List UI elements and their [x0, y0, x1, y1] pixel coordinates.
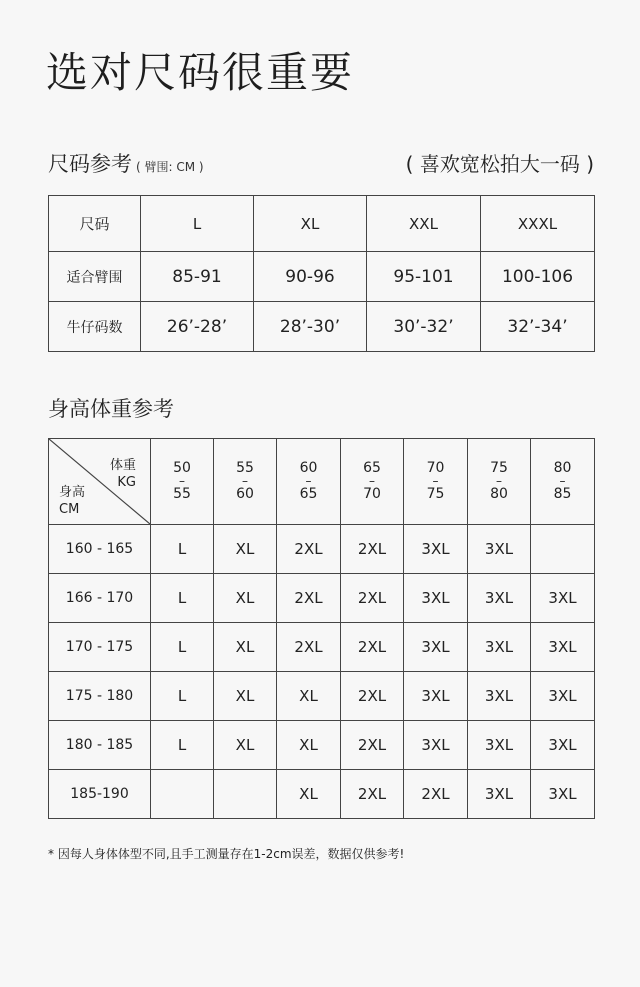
table-cell: 95-101 — [367, 252, 481, 302]
size-cell: L — [151, 721, 214, 770]
table-row — [49, 672, 595, 721]
size-up-note: ( 喜欢宽松拍大一码 ) — [405, 152, 594, 176]
table-cell: 100-106 — [481, 252, 595, 302]
size-cell: 2XL — [277, 525, 341, 574]
size-cell: XL — [277, 721, 341, 770]
size-cell: 3XL — [468, 525, 531, 574]
size-cell: 3XL — [468, 770, 531, 819]
range-dash: – — [241, 474, 248, 488]
size-cell: XL — [214, 721, 277, 770]
size-cell: 3XL — [468, 623, 531, 672]
size-reference-unit: ( 臂围: CM ) — [136, 160, 204, 174]
size-cell: L — [151, 623, 214, 672]
size-header-cell: L — [141, 196, 254, 252]
row-label: 适合臂围 — [49, 252, 141, 302]
size-cell: 2XL — [341, 574, 404, 623]
weight-low: 55 — [236, 460, 254, 476]
table-cell: 90-96 — [254, 252, 367, 302]
weight-header-cell — [277, 439, 341, 525]
size-cell: 2XL — [341, 525, 404, 574]
height-unit: CM — [59, 502, 80, 517]
height-range-cell: 160 - 165 — [49, 525, 151, 574]
height-weight-heading: 身高体重参考 — [48, 397, 174, 421]
weight-header-cell — [341, 439, 404, 525]
weight-header-cell — [531, 439, 595, 525]
size-cell: 3XL — [468, 672, 531, 721]
size-cell: L — [151, 574, 214, 623]
table-cell: 26’-28’ — [141, 302, 254, 352]
weight-low: 75 — [490, 460, 508, 476]
size-header-cell: XL — [254, 196, 367, 252]
size-cell: L — [151, 672, 214, 721]
height-range-cell: 185-190 — [49, 770, 151, 819]
weight-header-cell — [404, 439, 468, 525]
weight-high: 65 — [299, 486, 318, 502]
size-cell: 3XL — [531, 770, 595, 819]
range-dash: – — [178, 474, 185, 488]
table-row — [49, 439, 595, 525]
size-cell: 2XL — [277, 574, 341, 623]
weight-high: 55 — [173, 486, 191, 502]
height-axis-label — [59, 484, 85, 518]
height-range-cell: 166 - 170 — [49, 574, 151, 623]
corner-header-cell — [49, 439, 151, 525]
table-row — [49, 623, 595, 672]
table-row — [49, 302, 595, 352]
height-range-cell: 180 - 185 — [49, 721, 151, 770]
weight-high: 75 — [426, 486, 445, 502]
height-range-cell: 175 - 180 — [49, 672, 151, 721]
table-row — [49, 770, 595, 819]
table-row — [49, 574, 595, 623]
table-row — [49, 196, 595, 252]
height-label: 身高 — [59, 485, 86, 500]
height-range-cell: 170 - 175 — [49, 623, 151, 672]
size-reference-header — [48, 148, 594, 180]
size-cell — [214, 770, 277, 819]
size-cell: 3XL — [404, 525, 468, 574]
size-cell: 2XL — [277, 623, 341, 672]
size-reference-heading: 尺码参考 — [48, 152, 132, 176]
weight-low: 70 — [426, 460, 445, 476]
size-cell: 2XL — [404, 770, 468, 819]
size-cell: 3XL — [404, 721, 468, 770]
size-cell: 3XL — [531, 721, 595, 770]
size-reference-table — [48, 195, 595, 352]
disclaimer-footnote: * 因每人身体体型不同,且手工测量存在1-2cm误差，数据仅供参考! — [48, 847, 405, 861]
weight-high: 70 — [363, 486, 381, 502]
size-header-label: 尺码 — [49, 196, 141, 252]
size-cell: 3XL — [531, 623, 595, 672]
size-cell: 2XL — [341, 623, 404, 672]
weight-unit: KG — [117, 475, 136, 490]
range-dash: – — [368, 474, 375, 488]
size-cell — [531, 525, 595, 574]
weight-low: 60 — [299, 460, 318, 476]
weight-low: 80 — [553, 460, 572, 476]
range-dash: – — [432, 474, 439, 488]
weight-low: 50 — [173, 460, 191, 476]
size-cell — [151, 770, 214, 819]
table-cell: 28’-30’ — [254, 302, 367, 352]
size-cell: XL — [214, 672, 277, 721]
size-cell: 2XL — [341, 672, 404, 721]
size-cell: 3XL — [531, 672, 595, 721]
table-row — [49, 525, 595, 574]
page-title: 选对尺码很重要 — [46, 48, 355, 97]
table-cell: 32’-34’ — [481, 302, 595, 352]
size-cell: 3XL — [531, 574, 595, 623]
range-dash: – — [495, 474, 502, 488]
weight-axis-label — [110, 457, 136, 491]
table-cell: 85-91 — [141, 252, 254, 302]
size-cell: XL — [277, 770, 341, 819]
size-header-cell: XXL — [367, 196, 481, 252]
weight-high: 85 — [553, 486, 572, 502]
table-row — [49, 252, 595, 302]
weight-header-cell — [214, 439, 277, 525]
size-cell: 2XL — [341, 721, 404, 770]
range-dash: – — [559, 474, 566, 488]
size-cell: XL — [214, 525, 277, 574]
weight-label: 体重 — [109, 458, 136, 473]
size-cell: 3XL — [468, 721, 531, 770]
height-weight-table — [48, 438, 595, 819]
size-header-cell: XXXL — [481, 196, 595, 252]
weight-header-cell — [468, 439, 531, 525]
table-cell: 30’-32’ — [367, 302, 481, 352]
table-row — [49, 721, 595, 770]
range-dash: – — [305, 474, 312, 488]
size-cell: 3XL — [468, 574, 531, 623]
size-cell: 3XL — [404, 623, 468, 672]
size-cell: XL — [214, 574, 277, 623]
size-cell: XL — [214, 623, 277, 672]
size-cell: 3XL — [404, 574, 468, 623]
weight-header-cell — [151, 439, 214, 525]
size-cell: XL — [277, 672, 341, 721]
weight-high: 80 — [490, 486, 508, 502]
weight-high: 60 — [236, 486, 254, 502]
size-cell: 3XL — [404, 672, 468, 721]
row-label: 牛仔码数 — [49, 302, 141, 352]
size-cell: 2XL — [341, 770, 404, 819]
weight-low: 65 — [363, 460, 381, 476]
size-cell: L — [151, 525, 214, 574]
